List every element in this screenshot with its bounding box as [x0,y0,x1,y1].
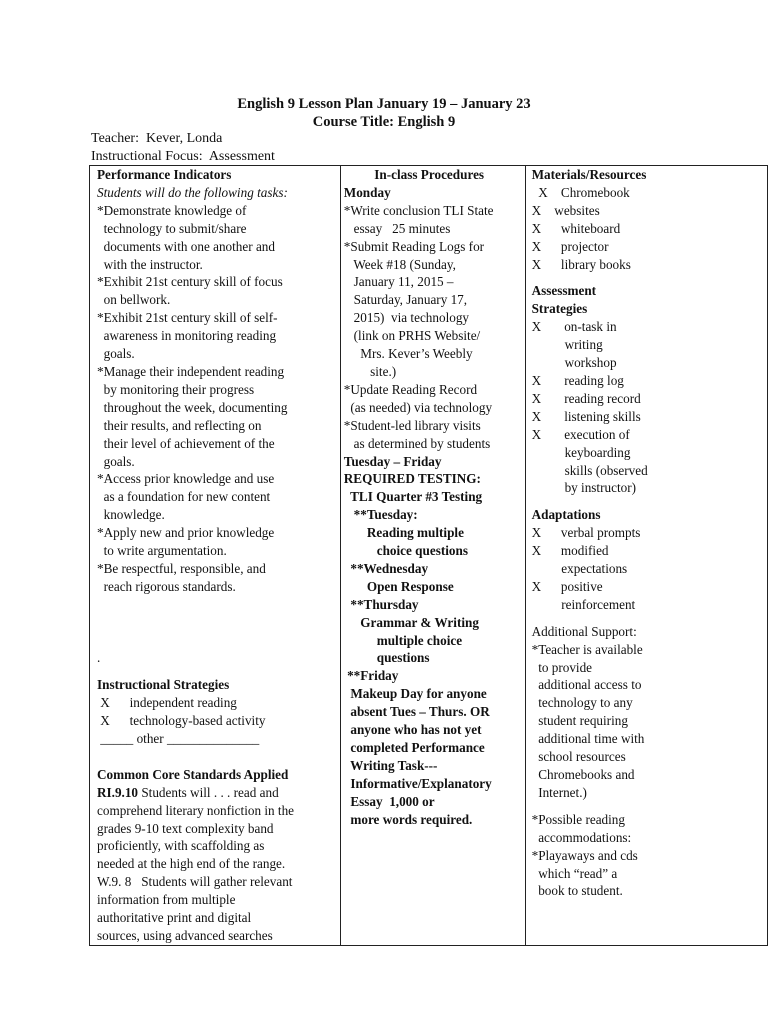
performance-indicator-line: *Manage their independent reading [97,363,285,379]
assessment-item: writing [531,337,603,353]
materials-resources-column [525,166,767,946]
standard-text-line: W.9. 8 Students will gather relevant [97,874,293,890]
support-line: Chromebooks and [531,767,635,782]
column-2-content [344,166,525,829]
common-core-heading: Common Core Standards Applied [97,766,289,782]
reading-accommodation-line: *Possible reading [531,811,625,827]
instructional-strategies-heading: Instructional Strategies [97,677,230,693]
adaptation-item: reinforcement [531,596,636,612]
instructional-strategies-list [97,694,340,748]
performance-indicator-line: throughout the week, documenting [97,399,288,415]
performance-indicator-line: *Be respectful, responsible, and [97,560,266,576]
performance-indicator-line: goals. [97,346,135,362]
performance-indicator-line: their level of achievement of the [97,435,275,451]
performance-indicator-line: *Exhibit 21st century skill of self- [97,310,278,326]
strategies-heading: Strategies [531,301,588,317]
testing-procedure-line: **Friday [343,668,399,684]
reading-accommodation-line: book to student. [531,883,623,899]
standard-text-line: comprehend literary nonfiction in the [97,802,295,818]
monday-procedure-line: as determined by students [343,435,491,451]
testing-procedure-line: **Thursday [343,596,419,612]
material-item: X projector [531,238,609,254]
support-line: *Teacher is available [531,641,643,657]
ri-standard-code: RI.9.10 [97,784,139,800]
testing-procedure-line: TLI Quarter #3 Testing [343,489,483,505]
support-line: technology to any [531,695,633,711]
stray-dot: . [97,650,101,666]
assessment-item: X execution of [531,426,630,442]
performance-indicator-line: reach rigorous standards. [97,578,236,594]
standard-text-line: proficiently, with scaffolding as [97,838,265,854]
adaptation-item: X positive [531,578,603,594]
assessment-item: skills (observed [531,462,648,478]
performance-indicator-line: by monitoring their progress [97,381,255,397]
monday-procedure-line: (as needed) via technology [343,399,493,415]
testing-procedure-line: REQUIRED TESTING: [343,471,481,487]
support-line: to provide [531,659,593,675]
in-class-procedures-column [340,166,525,946]
testing-procedure-line: more words required. [343,811,473,827]
lesson-plan-table [89,165,768,946]
material-item: X whiteboard [531,220,621,236]
performance-indicator-line: technology to submit/share [97,220,247,236]
support-line: Internet.) [531,784,587,800]
performance-indicator-line: *Access prior knowledge and use [97,471,275,487]
monday-procedure-line: site.) [343,363,397,379]
performance-indicator-line: as a foundation for new content [97,489,271,505]
testing-procedure-line: completed Performance [343,740,485,755]
testing-procedure-line: questions [343,650,430,666]
monday-procedure-line: (link on PRHS Website/ [343,328,481,344]
monday-procedure-line: January 11, 2015 – [343,274,454,290]
performance-indicator-line: *Apply new and prior knowledge [97,525,275,541]
monday-procedure-line: *Student-led library visits [343,417,481,433]
assessment-item: X on-task in [531,319,617,335]
material-item: X websites [531,202,600,218]
standard-text-line: grades 9-10 text complexity band [97,820,274,836]
strategy-line: X independent reading [97,695,237,711]
testing-procedure-line: Grammar & Writing [343,614,479,630]
monday-procedure-line: *Write conclusion TLI State [343,202,494,218]
tasks-subheading: Students will do the following tasks: [97,184,288,200]
performance-indicator-line: documents with one another and [97,238,275,254]
performance-indicators-column [90,166,341,946]
standard-text-line: information from multiple [97,892,236,908]
adaptation-item: X verbal prompts [531,525,641,541]
testing-procedure-line: **Tuesday: [343,507,418,523]
testing-procedure-line: anyone who has not yet [343,722,482,738]
performance-indicator-line: goals. [97,453,135,469]
adaptation-item: expectations [531,561,628,577]
testing-procedure-line: Reading multiple [343,525,464,541]
adaptations-heading: Adaptations [531,507,601,523]
strategy-line: _____ other ______________ [97,731,260,747]
adaptation-item: X modified [531,543,609,559]
monday-procedure-line: *Update Reading Record [343,381,478,397]
testing-procedure-line: Tuesday – Friday [343,453,442,469]
additional-support-text [532,623,767,802]
common-core-text [97,802,340,945]
course-title: Course Title: English 9 [312,114,456,130]
testing-procedures [344,453,525,829]
performance-indicator-line: to write argumentation. [97,543,227,559]
column-1-content [97,166,340,945]
assessment-item: keyboarding [531,444,631,460]
standard-text-line: sources, using advanced searches [97,928,273,943]
support-line: Additional Support: [531,623,637,639]
testing-procedure-line: Open Response [343,578,454,594]
adaptations-list [532,524,767,614]
assessment-item: X reading log [531,372,624,388]
performance-indicators-heading: Performance Indicators [97,167,232,182]
performance-indicator-list [97,202,340,596]
material-item: X library books [531,256,631,272]
support-line: additional time with [531,731,645,747]
assessment-item: X listening skills [531,408,641,424]
support-line: student requiring [531,713,628,729]
materials-resources-heading: Materials/Resources [531,167,647,182]
monday-procedures [344,202,525,453]
materials-list [532,184,767,274]
reading-accommodation-line: *Playaways and cds [531,847,638,863]
monday-heading: Monday [343,184,391,200]
standard-text-line: needed at the high end of the range. [97,856,286,872]
assessment-strategies-list [532,318,767,497]
performance-indicator-line: *Exhibit 21st century skill of focus [97,274,283,290]
monday-procedure-line: Week #18 (Sunday, [343,256,456,272]
monday-procedure-line: Saturday, January 17, [343,292,468,308]
support-line: school resources [531,749,626,765]
testing-procedure-line: absent Tues – Thurs. OR [343,704,490,720]
testing-procedure-line: Informative/Explanatory [343,775,492,791]
testing-procedure-line: Essay 1,000 or [343,793,435,809]
teacher-line: Teacher: Kever, Londa [91,131,223,146]
reading-accommodations-text [532,811,767,901]
performance-indicator-line: awareness in monitoring reading [97,328,277,344]
document-title: English 9 Lesson Plan January 19 – January 23 [237,96,531,112]
support-line: additional access to [531,677,642,693]
testing-procedure-line: choice questions [343,543,468,559]
testing-procedure-line: Makeup Day for anyone [343,686,487,702]
standard-text-line: authoritative print and digital [97,910,252,926]
performance-indicator-line: with the instructor. [97,256,203,272]
ri-standard-line: RI.9.10 Students will . . . read and [97,784,279,800]
testing-procedure-line: multiple choice [343,632,463,648]
in-class-procedures-heading: In-class Procedures [374,167,485,182]
reading-accommodation-line: which “read” a [531,865,618,881]
performance-indicator-line: *Demonstrate knowledge of [97,202,247,218]
performance-indicator-line: on bellwork. [97,292,171,308]
column-3-content [532,166,767,900]
strategy-line: X technology-based activity [97,713,266,729]
monday-procedure-line: *Submit Reading Logs for [343,238,485,254]
performance-indicator-line: their results, and reflecting on [97,417,262,433]
assessment-item: by instructor) [531,480,636,496]
assessment-item: workshop [531,355,617,371]
testing-procedure-line: **Wednesday [343,560,429,576]
performance-indicator-line: knowledge. [97,507,165,523]
monday-procedure-line: 2015) via technology [343,310,470,326]
material-item: X Chromebook [531,184,630,200]
monday-procedure-line: essay 25 minutes [343,220,451,236]
assessment-item: X reading record [531,390,641,406]
assessment-heading: Assessment [531,283,597,299]
reading-accommodation-line: accommodations: [531,829,632,845]
instructional-focus-line: Instructional Focus: Assessment [91,149,275,164]
monday-procedure-line: Mrs. Kever’s Weebly [343,346,473,362]
testing-procedure-line: Writing Task--- [343,757,438,773]
